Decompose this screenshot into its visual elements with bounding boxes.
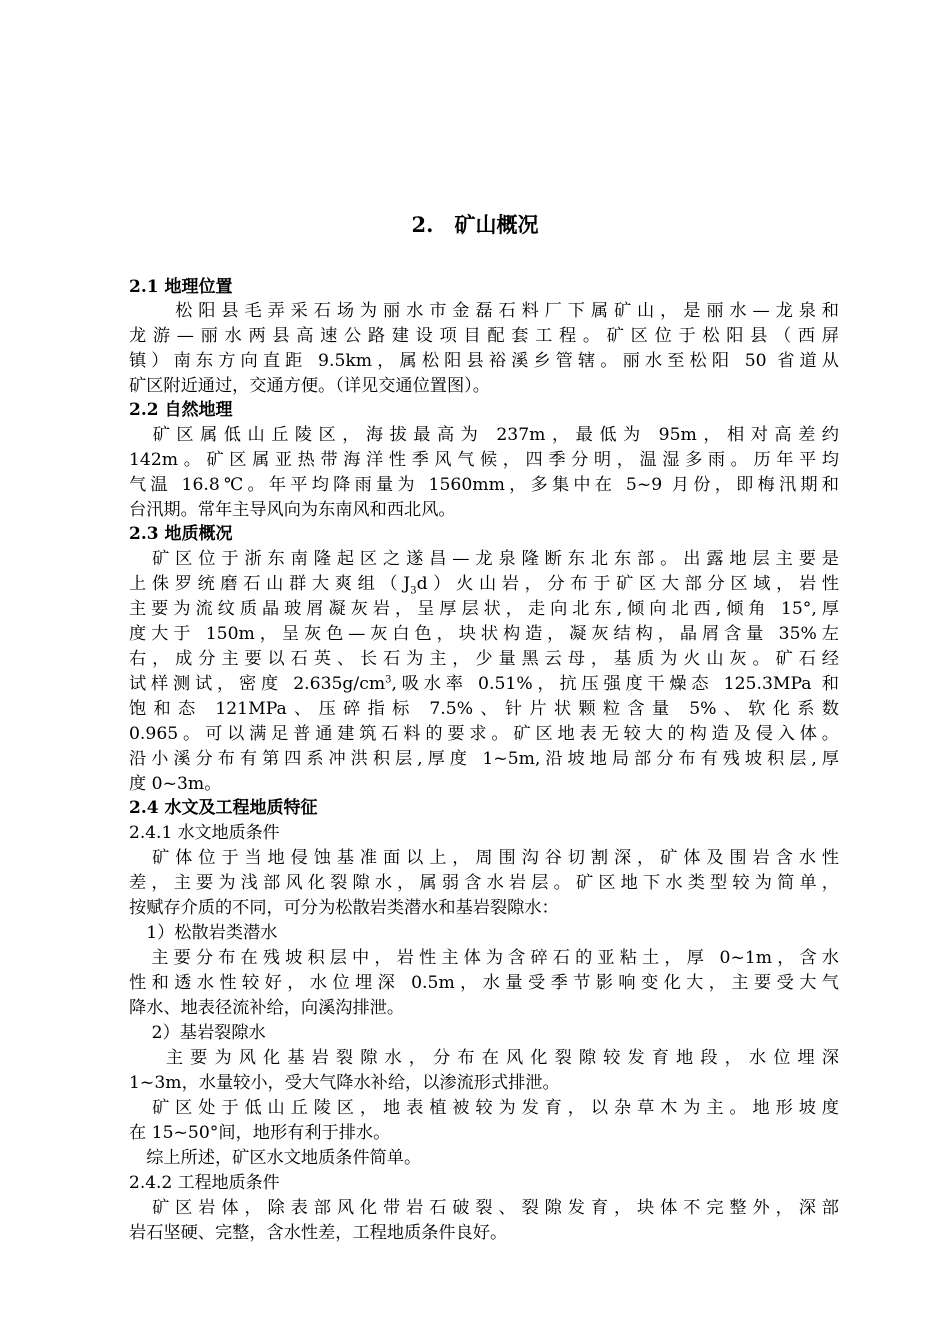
paragraph-line: 矿区附近通过，交通方便。（详见交通位置图）。 bbox=[129, 376, 490, 396]
paragraph-line: 台汛期。常年主导风向为东南风和西北风。 bbox=[129, 500, 456, 520]
paragraph-line: 龙游—丽水两县高速公路建设项目配套工程。矿区位于松阳县（西屏 bbox=[129, 326, 839, 346]
paragraph-line: 按赋存介质的不同，可分为松散岩类潜水和基岩裂隙水： bbox=[129, 898, 559, 918]
paragraph-line: 气温 16.8℃。年平均降雨量为 1560mm，多集中在 5~9 月份，即梅汛期和 bbox=[129, 475, 839, 495]
paragraph-line: 主要分布在残坡积层中，岩性主体为含碎石的亚粘土，厚 0~1m，含水 bbox=[129, 948, 839, 968]
paragraph-line: 矿区岩体，除表部风化带岩石破裂、裂隙发育，块体不完整外，深部 bbox=[129, 1198, 839, 1218]
subsection-heading-2-4-1: 2.4.1 水文地质条件 bbox=[129, 823, 280, 843]
paragraph-line: 镇）南东方向直距 9.5km，属松阳县裕溪乡管辖。丽水至松阳 50 省道从 bbox=[129, 351, 839, 371]
paragraph-line: 松阳县毛弄采石场为丽水市金磊石料厂下属矿山，是丽水—龙泉和 bbox=[129, 301, 839, 321]
paragraph-line: 综上所述，矿区水文地质条件简单。 bbox=[129, 1148, 422, 1168]
paragraph-line: 142m。矿区属亚热带海洋性季风气候，四季分明，温湿多雨。历年平均 bbox=[129, 450, 839, 470]
paragraph-line: 降水、地表径流补给，向溪沟排泄。 bbox=[129, 998, 405, 1018]
paragraph-line: 度大于 150m，呈灰色—灰白色，块状构造，凝灰结构，晶屑含量 35%左 bbox=[129, 624, 839, 644]
paragraph-line: 右，成分主要以石英、长石为主，少量黑云母，基质为火山灰。矿石经 bbox=[129, 649, 839, 669]
paragraph-line: 差，主要为浅部风化裂隙水，属弱含水岩层。矿区地下水类型较为简单， bbox=[129, 873, 839, 893]
paragraph-line: 矿区属低山丘陵区，海拔最高为 237m，最低为 95m，相对高差约 bbox=[129, 425, 839, 445]
section-heading-2-1: 2.1 地理位置 bbox=[129, 277, 233, 297]
paragraph-line: 饱和态 121MPa、压碎指标 7.5%、针片状颗粒含量 5%、软化系数 bbox=[129, 699, 839, 719]
list-item-heading: 1）松散岩类潜水 bbox=[129, 923, 278, 943]
paragraph-line: 矿区处于低山丘陵区，地表植被较为发育，以杂草木为主。地形坡度 bbox=[129, 1098, 839, 1118]
section-heading-2-4: 2.4 水文及工程地质特征 bbox=[129, 798, 318, 818]
paragraph-line: 性和透水性较好，水位埋深 0.5m，水量受季节影响变化大，主要受大气 bbox=[129, 973, 839, 993]
paragraph-line: 矿体位于当地侵蚀基准面以上，周围沟谷切割深，矿体及围岩含水性 bbox=[129, 848, 839, 868]
list-item-heading: 2）基岩裂隙水 bbox=[129, 1023, 266, 1043]
paragraph-line: 试样测试，密度 $2.635g/cm^3$,吸水率 0.51%，抗压强度干燥态 125.3MPa 和 bbox=[129, 674, 839, 694]
paragraph-line: 度 0~3m。 bbox=[129, 774, 222, 794]
paragraph-line: 主要为风化基岩裂隙水，分布在风化裂隙较发育地段，水位埋深 bbox=[129, 1048, 839, 1068]
section-heading-2-2: 2.2 自然地理 bbox=[129, 400, 233, 420]
paragraph-line: 主要为流纹质晶玻屑凝灰岩，呈厚层状，走向北东,倾向北西,倾角 15°,厚 bbox=[129, 599, 839, 619]
chapter-title: 2. 矿山概况 bbox=[411, 212, 539, 237]
section-heading-2-3: 2.3 地质概况 bbox=[129, 524, 233, 544]
paragraph-line: 上侏罗统磨石山群大爽组$(J_3d)$火山岩，分布于矿区大部分区域，岩性 bbox=[129, 574, 839, 597]
paragraph-line: 1~3m，水量较小，受大气降水补给，以渗流形式排泄。 bbox=[129, 1073, 560, 1093]
subsection-heading-2-4-2: 2.4.2 工程地质条件 bbox=[129, 1173, 280, 1193]
paragraph-line: 沿小溪分布有第四系冲洪积层,厚度 1~5m,沿坡地局部分布有残坡积层,厚 bbox=[129, 749, 839, 769]
paragraph-line: 0.965。可以满足普通建筑石料的要求。矿区地表无较大的构造及侵入体。 bbox=[129, 724, 839, 744]
paragraph-line: 岩石坚硬、完整，含水性差，工程地质条件良好。 bbox=[129, 1223, 508, 1243]
paragraph-line: 矿区位于浙东南隆起区之遂昌—龙泉隆断东北东部。出露地层主要是 bbox=[129, 549, 839, 569]
paragraph-line: 在 15~50°间，地形有利于排水。 bbox=[129, 1123, 391, 1143]
